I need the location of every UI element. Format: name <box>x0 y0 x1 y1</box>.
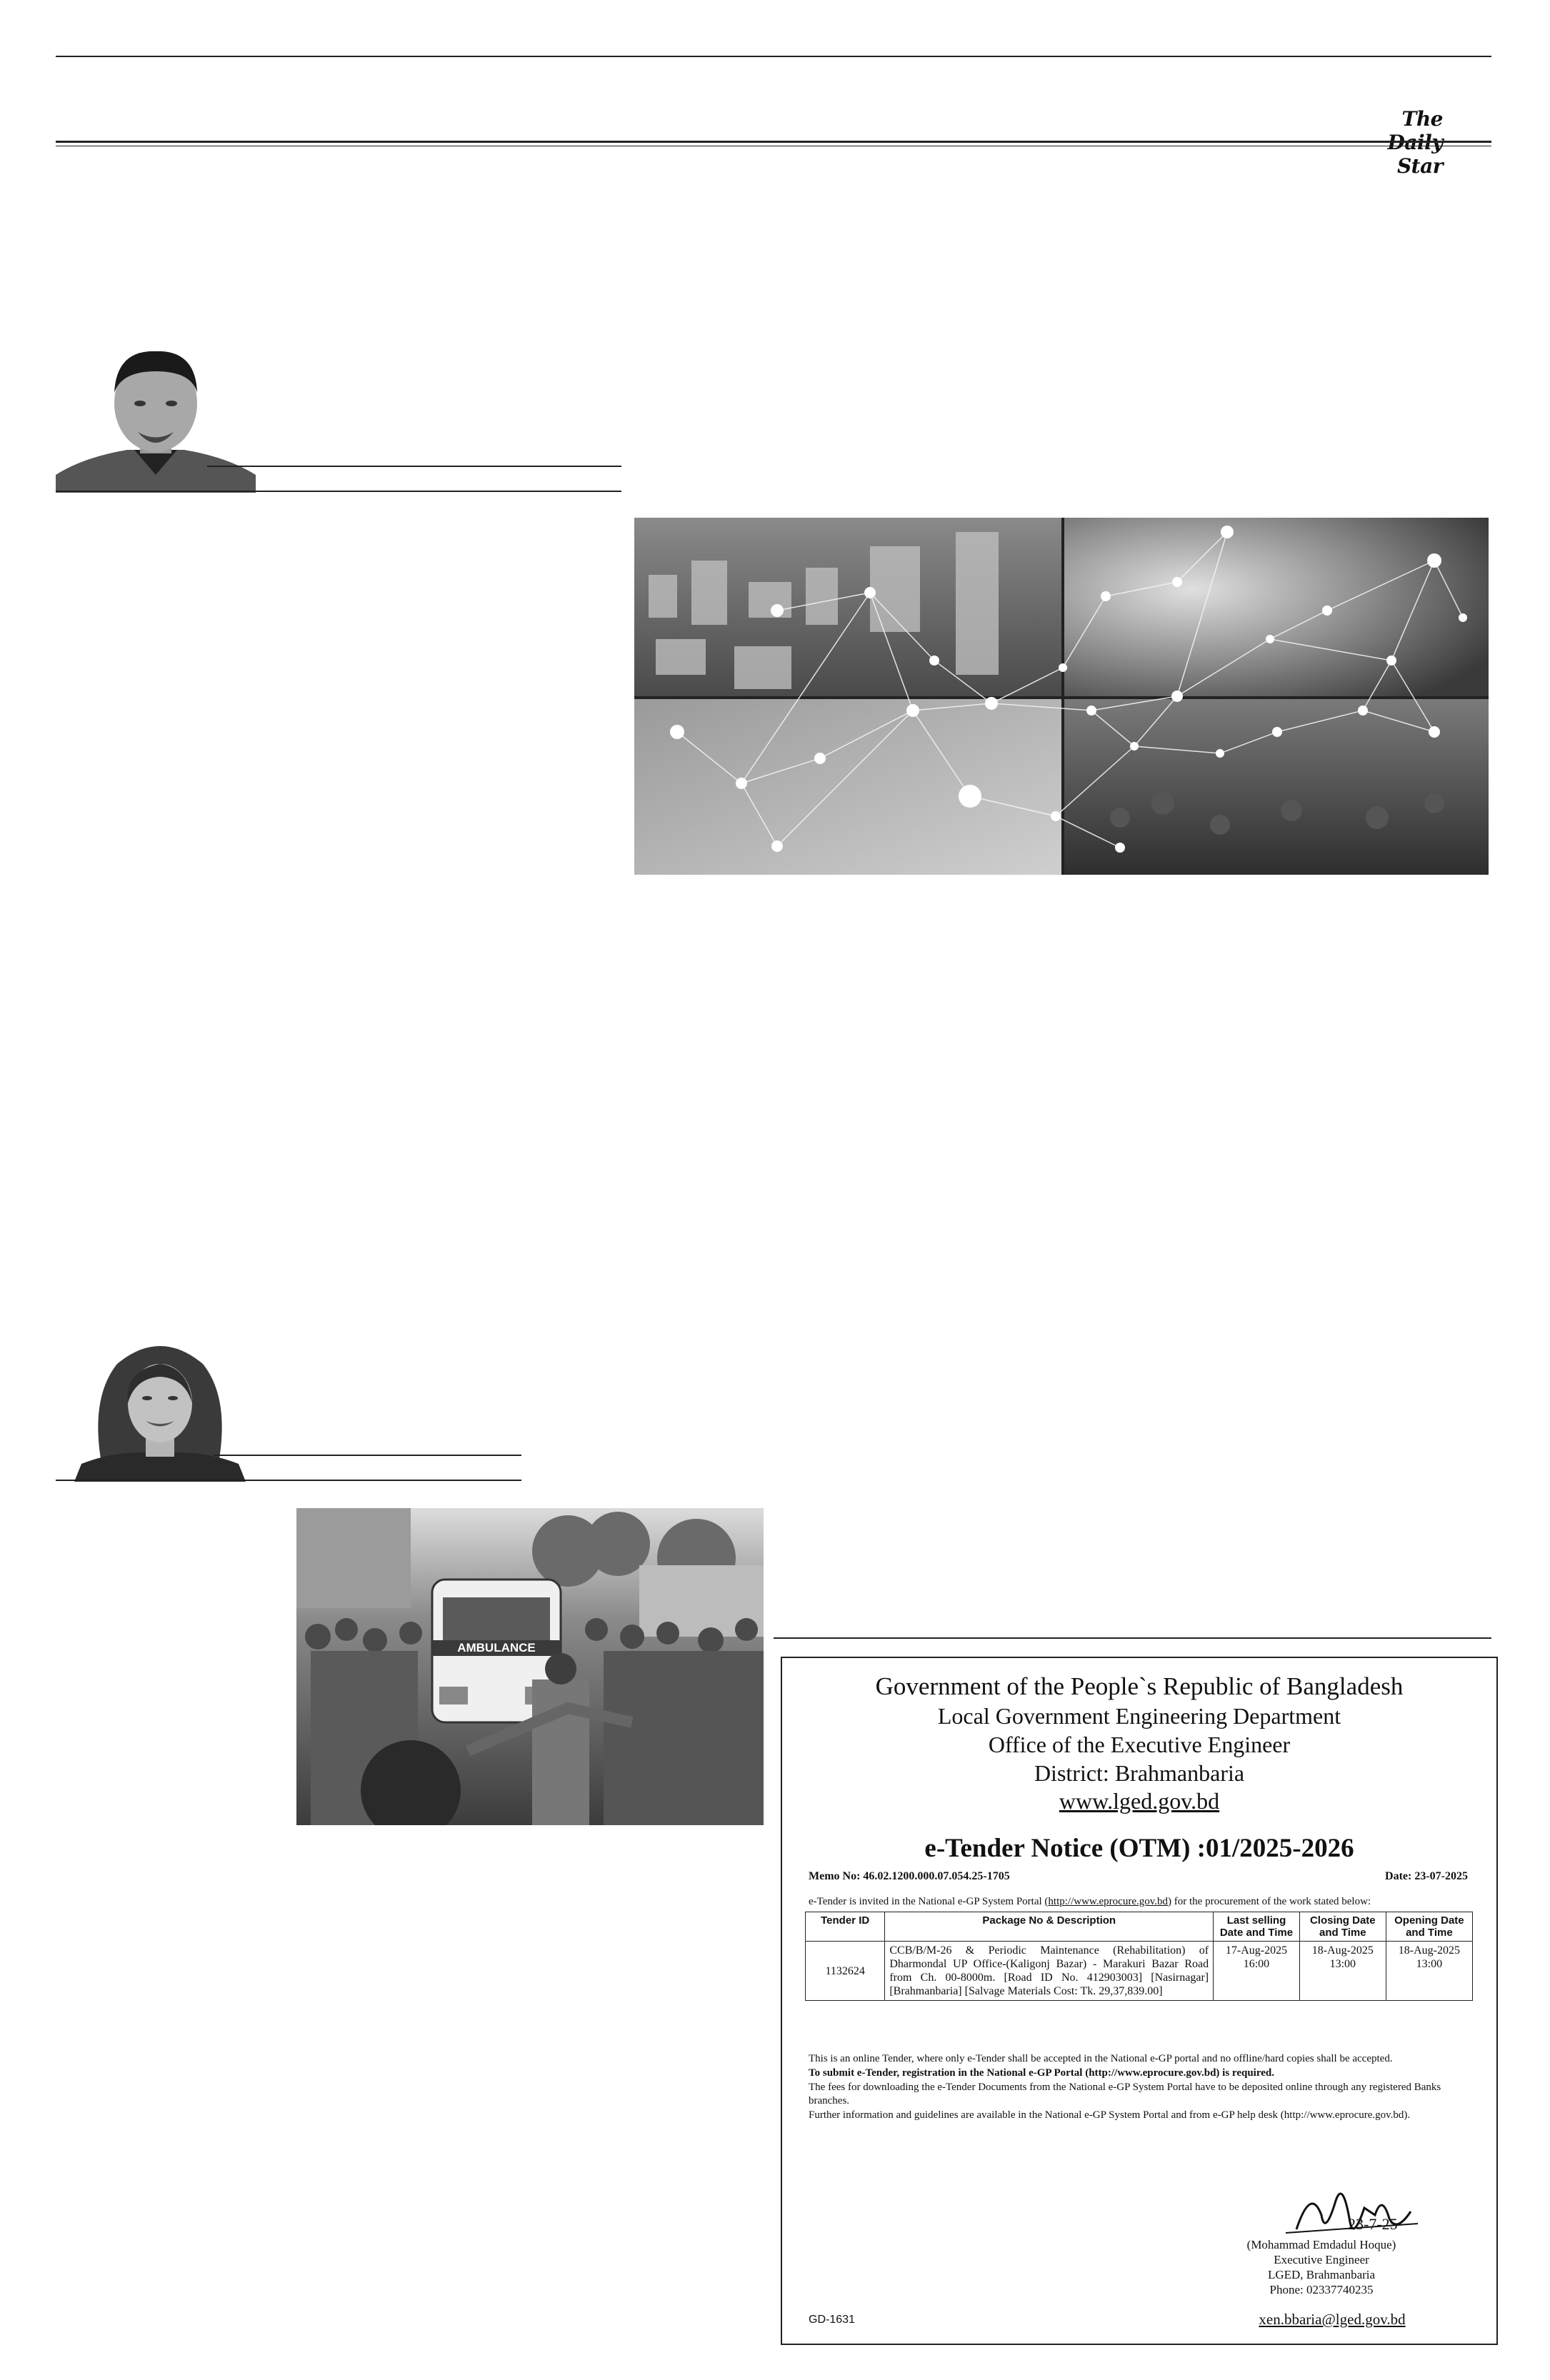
closing-time: 13:00 <box>1329 1958 1356 1970</box>
officer-office: LGED, Brahmanbaria <box>1267 2268 1376 2281</box>
header-package: Package No & Description <box>885 1912 1214 1942</box>
tender-top-rule <box>774 1637 1491 1639</box>
department-name: Local Government Engineering Department <box>937 1703 1341 1729</box>
last-selling-date: 17-Aug-2025 <box>1225 1944 1288 1957</box>
note-registration: To submit e-Tender, registration in the National e-GP Portal (http://www.eprocure.gov.bd) is required. <box>809 2067 1274 2079</box>
header-closing: Closing Date and Time <box>1299 1912 1386 1942</box>
columnist-rule-2a <box>214 1455 521 1456</box>
notice-title: e-Tender Notice (OTM) :01/2025-2026 <box>924 1834 1354 1863</box>
memo-number: Memo No: 46.02.1200.000.07.054.25-1705 <box>809 1870 1010 1882</box>
cell-tender-id: 1132624 <box>806 1942 885 2001</box>
signature-date: 23-7-25 <box>1348 2215 1398 2233</box>
header-tender-id: Tender ID <box>806 1912 885 1942</box>
office-name: Office of the Executive Engineer <box>988 1732 1291 1757</box>
note-fees: The fees for downloading the e-Tender Documents from the National e-GP System Portal have to be deposited online through any registered Banks branches. <box>809 2082 1441 2107</box>
cell-opening <box>1386 1942 1472 2001</box>
note-further-info: Further information and guidelines are available in the National e-GP System Portal and from e-GP help desk (http://www.eprocure.gov.bd). <box>809 2109 1411 2121</box>
gov-title: Government of the People`s Republic of Bangladesh <box>875 1672 1404 1700</box>
top-rule <box>56 56 1491 57</box>
ambulance-label: AMBULANCE <box>457 1641 536 1655</box>
officer-name: (Mohammad Emdadul Hoque) <box>1246 2238 1396 2251</box>
note-online-tender: This is an online Tender, where only e-Tender shall be accepted in the National e-GP portal and no offline/hard copies shall be accepted. <box>809 2053 1393 2064</box>
website-link[interactable]: www.lged.gov.bd <box>1059 1788 1220 1814</box>
opening-time: 13:00 <box>1416 1958 1443 1970</box>
masthead-logo: The Star <box>1396 107 1443 178</box>
header-last-selling: Last selling Date and Time <box>1214 1912 1300 1942</box>
district-name: District: Brahmanbaria <box>1034 1760 1245 1786</box>
officer-email-link[interactable]: xen.bbaria@lged.gov.bd <box>1259 2311 1406 2328</box>
notice-date: Date: 23-07-2025 <box>1385 1870 1468 1882</box>
opening-date: 18-Aug-2025 <box>1398 1944 1460 1957</box>
last-selling-time: 16:00 <box>1243 1958 1270 1970</box>
invite-suffix: for the procurement of the work stated below: <box>1174 1896 1371 1907</box>
table-header-row <box>806 1912 1473 1942</box>
closing-date: 18-Aug-2025 <box>1311 1944 1374 1957</box>
officer-phone: Phone: 02337740235 <box>1269 2283 1374 2296</box>
columnist-photo-female <box>74 1335 246 1482</box>
cell-package: CCB/B/M-26 & Periodic Maintenance (Rehabilitation) of Dharmondal UP Office-(Kaligonj Bazar) - Marakuri Bazar Road from Ch. 00-8000m. [Road ID No. 412903003] [Nasirnagar] [Brahmanbaria] [Salvage Materials Cost: Tk. 29,37,839.00] <box>885 1942 1214 2001</box>
officer-title: Executive Engineer <box>1274 2253 1369 2266</box>
columnist-rule-1b <box>56 491 621 492</box>
columnist-rule-2b <box>56 1480 521 1481</box>
eprocure-link[interactable]: (http://www.eprocure.gov.bd) <box>1044 1896 1172 1907</box>
header-opening: Opening Date and Time <box>1386 1912 1472 1942</box>
table-row <box>806 1942 1473 2001</box>
invitation-text <box>809 1896 1473 1908</box>
tender-table <box>805 1912 1473 2001</box>
cell-last-selling <box>1214 1942 1300 2001</box>
network-collage-photo <box>634 518 1489 875</box>
masthead-rule-thick <box>56 141 1491 143</box>
gd-code: GD-1631 <box>809 2314 855 2326</box>
invite-prefix: e-Tender is invited in the National e-GP System Portal <box>809 1896 1042 1907</box>
ambulance-crowd-photo <box>296 1508 764 1825</box>
columnist-photo-male <box>56 343 256 493</box>
tender-notice <box>781 1657 1498 2345</box>
cell-closing <box>1299 1942 1386 2001</box>
columnist-rule-1a <box>207 466 621 467</box>
